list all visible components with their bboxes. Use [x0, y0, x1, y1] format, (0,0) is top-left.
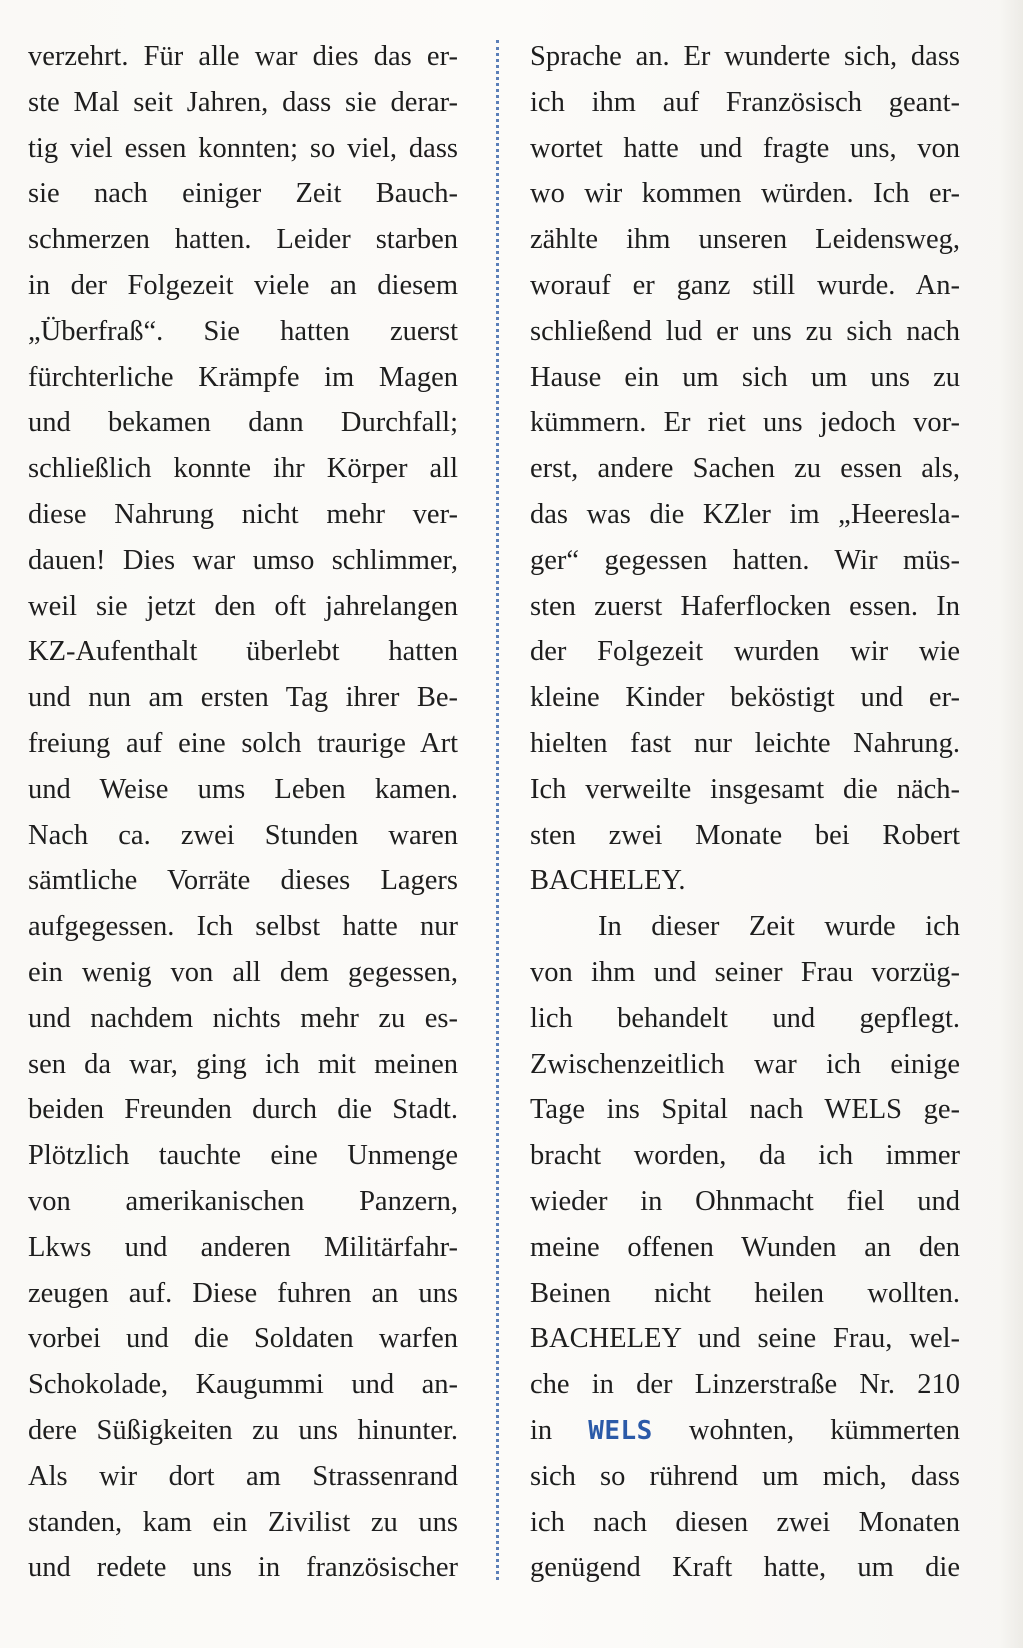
text-line: und bekamen dann Durchfall;: [28, 407, 458, 439]
text-line: schließend lud er uns zu sich nach: [530, 315, 960, 347]
text-line: verzehrt. Für alle war dies das er-: [28, 41, 458, 72]
text-line: und Weise ums Leben kamen.: [28, 773, 458, 805]
text-fragment: in: [530, 1414, 553, 1446]
text-line: wieder in Ohnmacht fiel und: [530, 1185, 960, 1217]
text-line: ger“ gegessen hatten. Wir müs-: [530, 544, 960, 576]
text-line: Hause ein um sich um uns zu: [530, 361, 960, 393]
text-line: Zwischenzeitlich war ich einige: [530, 1048, 960, 1080]
text-line-with-stamp: [530, 1408, 960, 1454]
text-fragment: wohnten, kümmerten: [688, 1414, 960, 1446]
text-line: wortet hatte und fragte uns, von: [530, 132, 960, 164]
text-line: Als wir dort am Strassenrand: [28, 1460, 458, 1492]
text-line: ein wenig von all dem gegessen,: [28, 956, 458, 988]
text-line: schließlich konnte ihr Körper all: [28, 453, 458, 485]
text-line: Lkws und anderen Militärfahr-: [28, 1231, 458, 1263]
text-line: der Folgezeit wurden wir wie: [530, 636, 960, 668]
text-line: schmerzen hatten. Leider starben: [28, 224, 458, 256]
text-line: BACHELEY und seine Frau, wel-: [530, 1323, 960, 1355]
text-line: wo wir kommen würden. Ich er-: [530, 178, 960, 210]
text-line: ste Mal seit Jahren, dass sie derar-: [28, 86, 458, 118]
text-line: genügend Kraft hatte, um die: [530, 1552, 960, 1584]
text-line: ich ihm auf Französisch geant-: [530, 86, 960, 118]
text-line: dere Süßigkeiten zu uns hinunter.: [28, 1414, 458, 1446]
text-line: Ich verweilte insgesamt die näch-: [530, 773, 960, 805]
text-line: hielten fast nur leichte Nahrung.: [530, 727, 960, 759]
text-line: sten zwei Monate bei Robert: [530, 819, 960, 851]
text-line: „Überfraß“. Sie hatten zuerst: [28, 315, 458, 347]
text-line: freiung auf eine solch traurige Art: [28, 727, 458, 759]
text-line: bracht worden, da ich immer: [530, 1140, 960, 1172]
text-line: Plötzlich tauchte eine Unmenge: [28, 1140, 458, 1172]
text-line: ich nach diesen zwei Monaten: [530, 1506, 960, 1538]
text-line: sich so rührend um mich, dass: [530, 1460, 960, 1492]
text-line: che in der Linzerstraße Nr. 210: [530, 1369, 960, 1401]
text-line: sämtliche Vorräte dieses Lagers: [28, 865, 458, 897]
text-line: aufgegessen. Ich selbst hatte nur: [28, 911, 458, 943]
text-line: von amerikanischen Panzern,: [28, 1185, 458, 1217]
text-line: das was die KZler im „Heeresla-: [530, 498, 960, 530]
text-line: standen, kam ein Zivilist zu uns: [28, 1506, 458, 1538]
text-line: zeugen auf. Diese fuhren an uns: [28, 1277, 458, 1309]
page-edge-shadow: [999, 0, 1023, 1648]
text-line: und redete uns in französischer: [28, 1552, 458, 1584]
text-line: von ihm und seiner Frau vorzüg-: [530, 956, 960, 988]
text-line: dauen! Dies war umso schlimmer,: [28, 544, 458, 576]
text-line: kleine Kinder beköstigt und er-: [530, 682, 960, 714]
text-line: in der Folgezeit viele an diesem: [28, 269, 458, 301]
text-line: Tage ins Spital nach WELS ge-: [530, 1094, 960, 1126]
text-line: Beinen nicht heilen wollten.: [530, 1277, 960, 1309]
text-line: kümmern. Er riet uns jedoch vor-: [530, 407, 960, 439]
wels-stamp: WELS: [588, 1415, 653, 1446]
text-line: meine offenen Wunden an den: [530, 1231, 960, 1263]
text-line: erst, andere Sachen zu essen als,: [530, 453, 960, 485]
text-line: Sprache an. Er wunderte sich, dass: [530, 41, 960, 72]
paragraph-start-line: In dieser Zeit wurde ich: [598, 911, 960, 943]
text-line: zählte ihm unseren Leidensweg,: [530, 224, 960, 256]
text-line: sen da war, ging ich mit meinen: [28, 1048, 458, 1080]
text-line: beiden Freunden durch die Stadt.: [28, 1094, 458, 1126]
text-line: sten zuerst Haferflocken essen. In: [530, 590, 960, 622]
left-text-column: [28, 34, 458, 1591]
text-line: weil sie jetzt den oft jahrelangen: [28, 590, 458, 622]
text-line: vorbei und die Soldaten warfen: [28, 1323, 458, 1355]
text-line: und nachdem nichts mehr zu es-: [28, 1002, 458, 1034]
column-divider: [496, 40, 499, 1580]
text-line: fürchterliche Krämpfe im Magen: [28, 361, 458, 393]
text-line: lich behandelt und gepflegt.: [530, 1002, 960, 1034]
text-line: BACHELEY.: [530, 865, 686, 897]
text-line: tig viel essen konnten; so viel, dass: [28, 132, 458, 164]
text-line: und nun am ersten Tag ihrer Be-: [28, 682, 458, 714]
text-line: Schokolade, Kaugummi und an-: [28, 1369, 458, 1401]
right-text-column: [530, 34, 960, 1591]
text-line: worauf er ganz still wurde. An-: [530, 269, 960, 301]
text-line: KZ-Aufenthalt überlebt hatten: [28, 636, 458, 668]
text-line: sie nach einiger Zeit Bauch-: [28, 178, 458, 210]
text-line: diese Nahrung nicht mehr ver-: [28, 498, 458, 530]
text-line: Nach ca. zwei Stunden waren: [28, 819, 458, 851]
